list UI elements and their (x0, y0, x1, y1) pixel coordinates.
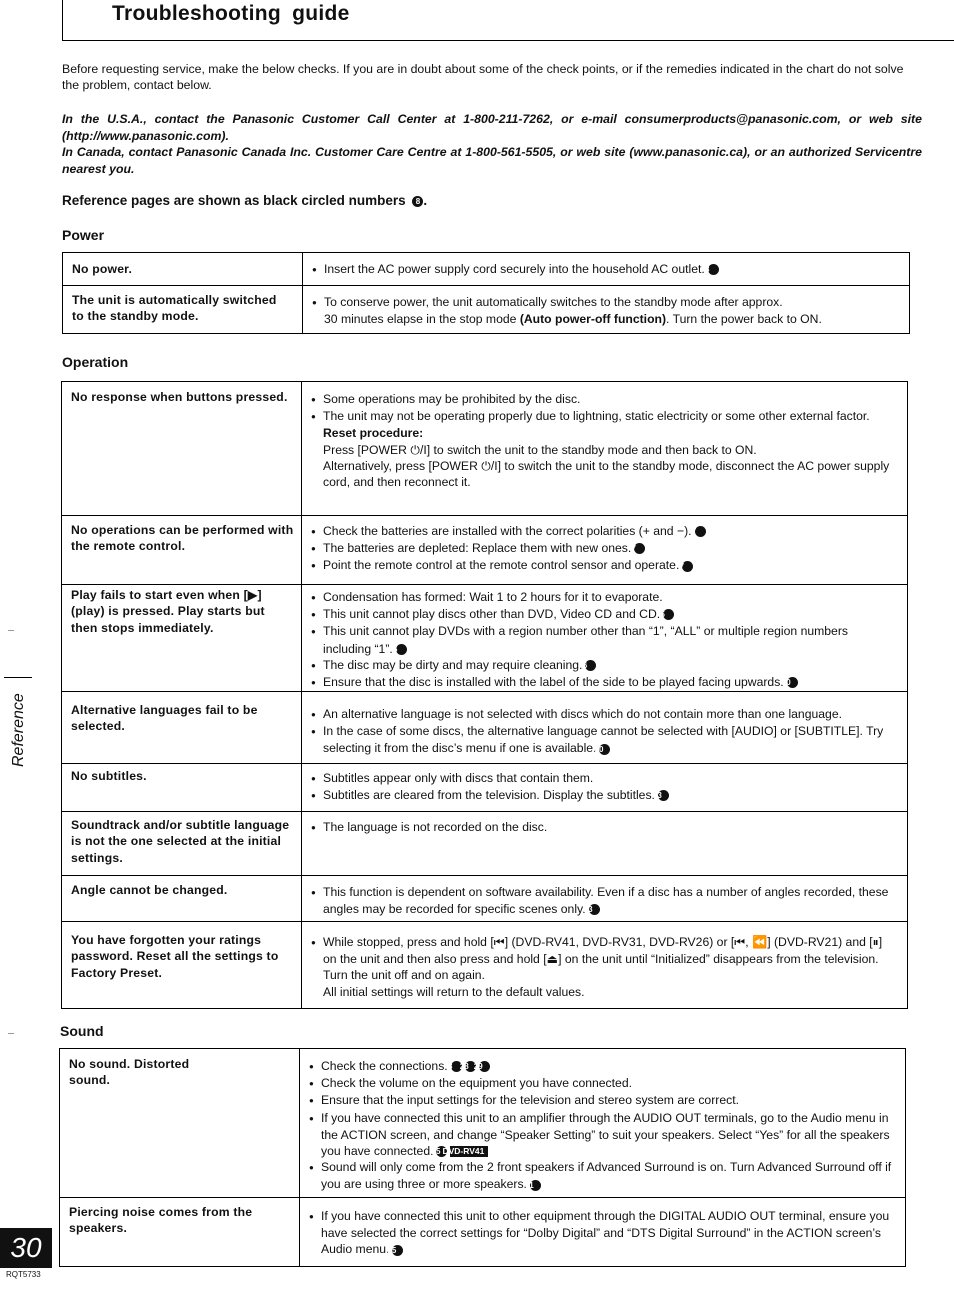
contact-canada: In Canada, contact Panasonic Canada Inc. Customer Care Centre at 1-800-561-5505, or web site (www.panasonic.ca), or an authorized Servicentre nearest you. (62, 145, 922, 176)
circled-number-icon: 8 (412, 196, 423, 207)
remedy-text: ● Check the connections.8 28 29 ● Check the volume on the equipment you have connected. ● Ensure that the input settings for the television and stereo system are correct. ● If you have connected this unit to an amplifier through the AUDIO OUT terminals, go to the Audio menu in the ACTION screen, and change “Speaker Setting” to suit your speakers. Select “Yes” for all the speakers you have connected.25 DVD-RV41 ● Sound will only come from the 2 front speakers if Advanced Surround is on. Turn Advanced Surround off if you are using three or more speakers.11 (309, 1058, 897, 1193)
section-power-heading: Power (62, 227, 105, 243)
problem-label: You have forgotten your ratings password. Reset all the settings to Factory Preset. (71, 933, 279, 980)
ref-icon: 7 (695, 526, 706, 537)
problem-label: Piercing noise comes from the speakers. (69, 1205, 253, 1236)
ref-icon: 29 (479, 1061, 490, 1072)
ref-icon: 11 (530, 1180, 541, 1191)
intro-text: Before requesting service, make the below checks. If you are in doubt about some of the check points, or if the remedies indicated in the chart do not solve the problem, contact below. (62, 62, 904, 92)
ref-icon: 25 (392, 1245, 403, 1256)
remedy-text: ● Some operations may be prohibited by the disc. ● The unit may not be operating properly due to lightning, static electricity or some other external factor. Reset procedure: Press [POWER ⏻/I] to switch the unit to the standby mode and then back to ON. Alternatively, press [POWER ⏻/I] to switch the unit to the standby mode, disconnect the AC power supply cord, and then reconnect it. (311, 391, 896, 490)
model-badge: DVD-RV41 (450, 1146, 488, 1157)
table-row (62, 516, 907, 585)
ref-icon: 8 (451, 1061, 462, 1072)
remedy-text: ● This function is dependent on software availability. Even if a disc has a number of angles recorded, these angles may be recorded for specific scenes only.13 (311, 884, 896, 917)
remedy-text: ● Subtitles appear only with discs that contain them. ● Subtitles are cleared from the television. Display the subtitles.13 (311, 770, 896, 804)
ref-icon: 28 (465, 1061, 476, 1072)
ref-icon: 6 (396, 644, 407, 655)
ref-icon: 8 (708, 264, 719, 275)
ref-icon: 7 (682, 561, 693, 572)
table-row (62, 812, 907, 876)
section-sound-heading: Sound (60, 1023, 104, 1039)
problem-label: No response when buttons pressed. (71, 390, 288, 404)
ref-icon: 5 (663, 609, 674, 620)
table-row (63, 253, 909, 286)
ref-icon: 6 (585, 660, 596, 671)
contact-info (62, 111, 922, 177)
problem-label: Play fails to start even when [▶] (play) is pressed. Play starts but then stops immediately. (71, 588, 265, 635)
problem-label: Soundtrack and/or subtitle language is not the one selected at the initial settings. (71, 818, 290, 865)
ref-icon: 10 (787, 677, 798, 688)
table-row (62, 922, 907, 1008)
problem-label: No power. (72, 262, 133, 276)
problem-label: No sound. Distorted sound. (69, 1057, 190, 1088)
page-title: Troubleshooting guide (112, 2, 350, 25)
remedy-text: ● While stopped, press and hold [⏮] (DVD-RV41, DVD-RV31, DVD-RV26) or [⏮, ⏪] (DVD-RV21) and [⏸] on the unit and then also press and hold [⏏] on the unit until “Initialized” disappears from the television. Turn the unit off and on again. All initial settings will return to the default values. (311, 934, 896, 1000)
table-row (62, 382, 907, 516)
remedy-text: ● Insert the AC power supply cord securely into the household AC outlet.8 (312, 261, 902, 278)
operation-table (61, 381, 908, 1009)
table-row (62, 585, 907, 692)
problem-label: Angle cannot be changed. (71, 883, 228, 897)
power-table (62, 252, 910, 334)
sidebar-label: Reference (10, 693, 27, 767)
problem-label: The unit is automatically switched to the standby mode. (72, 293, 277, 324)
table-row (62, 764, 907, 812)
problem-label: Alternative languages fail to be selected. (71, 703, 258, 734)
table-row (60, 1049, 905, 1198)
sound-table (59, 1048, 906, 1267)
table-row (63, 286, 909, 333)
remedy-text: ● An alternative language is not selected with discs which do not contain more than one language. ● In the case of some discs, the alternative language cannot be selected with [AUDIO] or [SUBTITLE]. Try selecting it from the disc’s menu if one is available.10 (311, 706, 901, 757)
table-row (62, 876, 907, 922)
contact-usa: In the U.S.A., contact the Panasonic Customer Call Center at 1-800-211-7262, or e-mail consumerproducts@panasonic.com, or web site (http://www.panasonic.com). (62, 112, 922, 143)
sidebar-rule (4, 677, 32, 678)
reference-note-text: Reference pages are shown as black circled numbers (62, 193, 406, 208)
table-row (60, 1198, 905, 1266)
problem-label: No subtitles. (71, 769, 147, 783)
remedy-text: ● Condensation has formed: Wait 1 to 2 hours for it to evaporate. ● This unit cannot play discs other than DVD, Video CD and CD.5 ● This unit cannot play DVDs with a region number other than “1”, “ALL” or multiple region numbers including “1”.6 ● The disc may be dirty and may require cleaning.6 ● Ensure that the disc is installed with the label of the side to be played facing upwards.10 (311, 589, 896, 691)
ref-icon: 7 (634, 543, 645, 554)
ref-icon: 13 (658, 790, 669, 801)
page-number: 30 (0, 1228, 52, 1268)
remedy-text: ● Check the batteries are installed with the correct polarities (+ and −).7 ● The batteries are depleted: Replace them with new ones.7 ● Point the remote control at the remote control sensor and operate.7 (311, 523, 896, 575)
reference-note: Reference pages are shown as black circled numbers 8 . (62, 193, 428, 208)
ref-icon: 25 (436, 1146, 447, 1157)
document-code: RQT5733 (6, 1270, 41, 1279)
ref-icon: 10 (599, 744, 610, 755)
remedy-text: ● The language is not recorded on the disc. (311, 819, 896, 836)
problem-label: No operations can be performed with the remote control. (71, 523, 294, 554)
remedy-text: ● If you have connected this unit to other equipment through the DIGITAL AUDIO OUT terminal, ensure you have selected the correct settings for “Dolby Digital” and “DTS Digital Surround” in the ACTION screen’s Audio menu.25 (309, 1208, 897, 1258)
section-operation-heading: Operation (62, 354, 129, 370)
remedy-text: ● To conserve power, the unit automatically switches to the standby mode after approx. 30 minutes elapse in the stop mode (Auto power-off function). Turn the power back to ON. (312, 294, 902, 327)
ref-icon: 13 (589, 904, 600, 915)
table-row (62, 692, 907, 764)
